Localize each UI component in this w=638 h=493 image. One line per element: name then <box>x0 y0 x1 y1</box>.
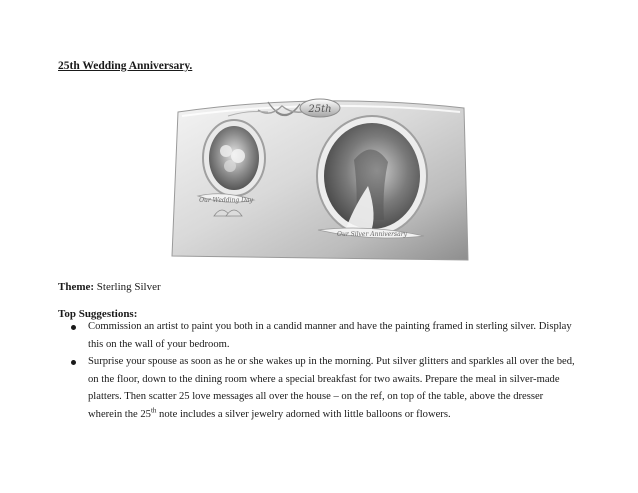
page-title: 25th Wedding Anniversary. <box>58 60 193 72</box>
left-caption-text: Our Wedding Day <box>199 197 253 204</box>
theme-label: Theme: <box>58 281 95 293</box>
suggestion-text-before: Surprise your spouse as soon as he or she wakes up in the morning. Put silver glitters and sparkles all over the bed, on the floor, down to the dining room where a special breakfast for two awaits. Prepare the meal in silver-made platters. Then scatter 25 love messages all over the house – on the ref, on top of the table, above the dresser wherein the 25 <box>88 356 575 420</box>
list-item <box>58 318 578 353</box>
suggestions-list <box>58 318 578 423</box>
suggestion-text: Commission an artist to paint you both in a candid manner and have the painting framed in sterling silver. Display this on the wall of your bedroom. <box>88 321 572 350</box>
right-caption-text: Our Silver Anniversary <box>337 231 407 238</box>
theme-value: Sterling Silver <box>96 281 161 293</box>
ordinal-superscript: th <box>150 405 157 414</box>
theme-line <box>58 281 161 293</box>
badge-25th-text: 25th <box>308 104 332 115</box>
list-item <box>58 353 578 423</box>
suggestions-heading: Top Suggestions: <box>58 308 138 320</box>
silver-frame-illustration <box>168 96 472 262</box>
anniversary-photo-frame-image <box>168 96 472 262</box>
bullet-icon <box>71 360 76 365</box>
bullet-icon <box>71 325 76 330</box>
suggestion-text-after: note includes a silver jewelry adorned with little balloons or flowers. <box>156 408 451 420</box>
